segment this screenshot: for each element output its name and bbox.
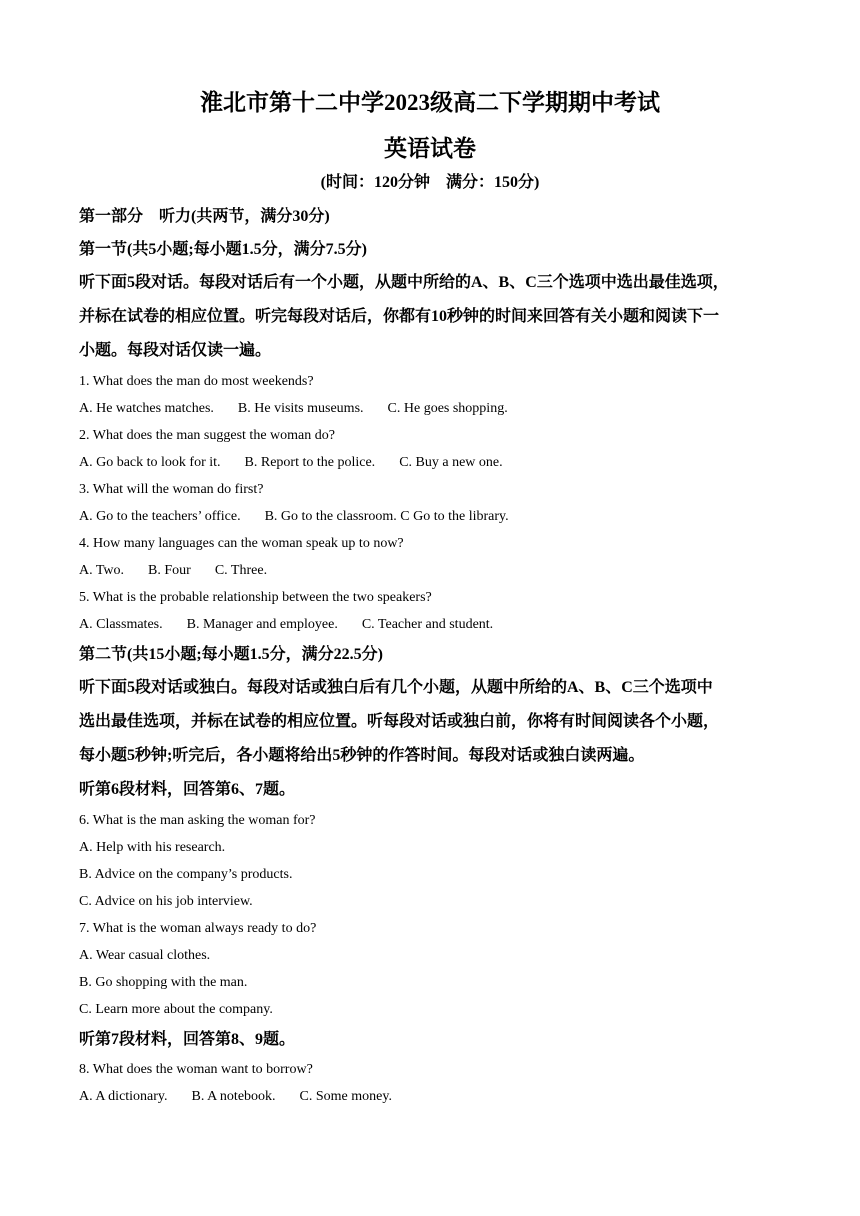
exam-subject: 英语试卷 — [384, 136, 476, 161]
option-a: A. Help with his research. — [79, 839, 226, 855]
exam-title: 淮北市第十二中学2023级高二下学期期中考试 — [200, 90, 660, 115]
question-options — [79, 453, 503, 473]
option-b: B. He visits museums. — [237, 400, 364, 416]
question-text: 7. What is the woman always ready to do? — [79, 920, 317, 936]
section2-instruction-line: 每小题5秒钟;听完后，各小题将给出5秒钟的作答时间。每段对话或独白读两遍。 — [79, 747, 645, 764]
option-b: B. Go to the classroom. C Go to the library. — [264, 508, 509, 524]
option-a: A. Wear casual clothes. — [79, 947, 211, 963]
exam-info: (时间：120分钟 满分：150分) — [320, 174, 540, 191]
option-b: B. Advice on the company’s products. — [79, 866, 293, 882]
option-a: A. Two. — [79, 562, 125, 578]
option-b: B. Manager and employee. — [186, 616, 338, 632]
section2-instruction-line: 听下面5段对话或独白。每段对话或独白后有几个小题，从题中所给的A、B、C三个选项中 — [79, 679, 713, 696]
material7-heading: 听第7段材料，回答第8、9题。 — [79, 1030, 296, 1048]
section2-instruction-line: 选出最佳选项，并标在试卷的相应位置。听每段对话或独白前，你将有时间阅读各个小题， — [79, 713, 720, 730]
material6-heading: 听第6段材料，回答第6、7题。 — [79, 781, 296, 798]
question-text: 6. What is the man asking the woman for? — [79, 812, 316, 828]
question-options — [79, 561, 267, 581]
question-text: 4. How many languages can the woman speak up to now? — [79, 535, 404, 551]
option-b: B. Four — [148, 562, 191, 578]
exam-content — [79, 200, 789, 1110]
question-options — [79, 507, 509, 527]
option-c: C. Buy a new one. — [399, 454, 503, 470]
option-a: A. A dictionary. — [79, 1088, 168, 1104]
section1-instruction-line: 小题。每段对话仅读一遍。 — [79, 342, 272, 359]
section1-instruction-line: 并标在试卷的相应位置。听完每段对话后，你都有10秒钟的时间来回答有关小题和阅读下一 — [79, 308, 720, 325]
option-c: C. Some money. — [299, 1088, 392, 1104]
question-text: 3. What will the woman do first? — [79, 481, 264, 497]
option-c: C. He goes shopping. — [387, 400, 508, 416]
option-b: B. Go shopping with the man. — [79, 974, 248, 990]
option-b: B. A notebook. — [191, 1088, 276, 1104]
section1-heading: 第一节(共5小题;每小题1.5分，满分7.5分) — [79, 240, 367, 258]
option-c: C. Learn more about the company. — [79, 1001, 273, 1017]
section2-heading: 第二节(共15小题;每小题1.5分，满分22.5分) — [79, 645, 383, 663]
part1-heading: 第一部分 听力(共两节，满分30分) — [79, 207, 330, 225]
option-c: C. Advice on his job interview. — [79, 893, 253, 909]
question-options — [79, 1087, 392, 1107]
question-options — [79, 399, 508, 419]
section1-instruction-line: 听下面5段对话。每段对话后有一个小题，从题中所给的A、B、C三个选项中选出最佳选项， — [79, 274, 729, 291]
option-c: C. Teacher and student. — [361, 616, 494, 632]
question-text: 8. What does the woman want to borrow? — [79, 1061, 313, 1077]
option-b: B. Report to the police. — [244, 454, 376, 470]
option-a: A. Go to the teachers’ office. — [79, 508, 241, 524]
question-text: 5. What is the probable relationship between the two speakers? — [79, 589, 432, 605]
option-a: A. Classmates. — [79, 616, 163, 632]
question-text: 2. What does the man suggest the woman do? — [79, 427, 335, 443]
question-text: 1. What does the man do most weekends? — [79, 373, 314, 389]
option-a: A. Go back to look for it. — [79, 454, 221, 470]
option-c: C. Three. — [214, 562, 268, 578]
option-a: A. He watches matches. — [79, 400, 214, 416]
question-options — [79, 615, 493, 635]
